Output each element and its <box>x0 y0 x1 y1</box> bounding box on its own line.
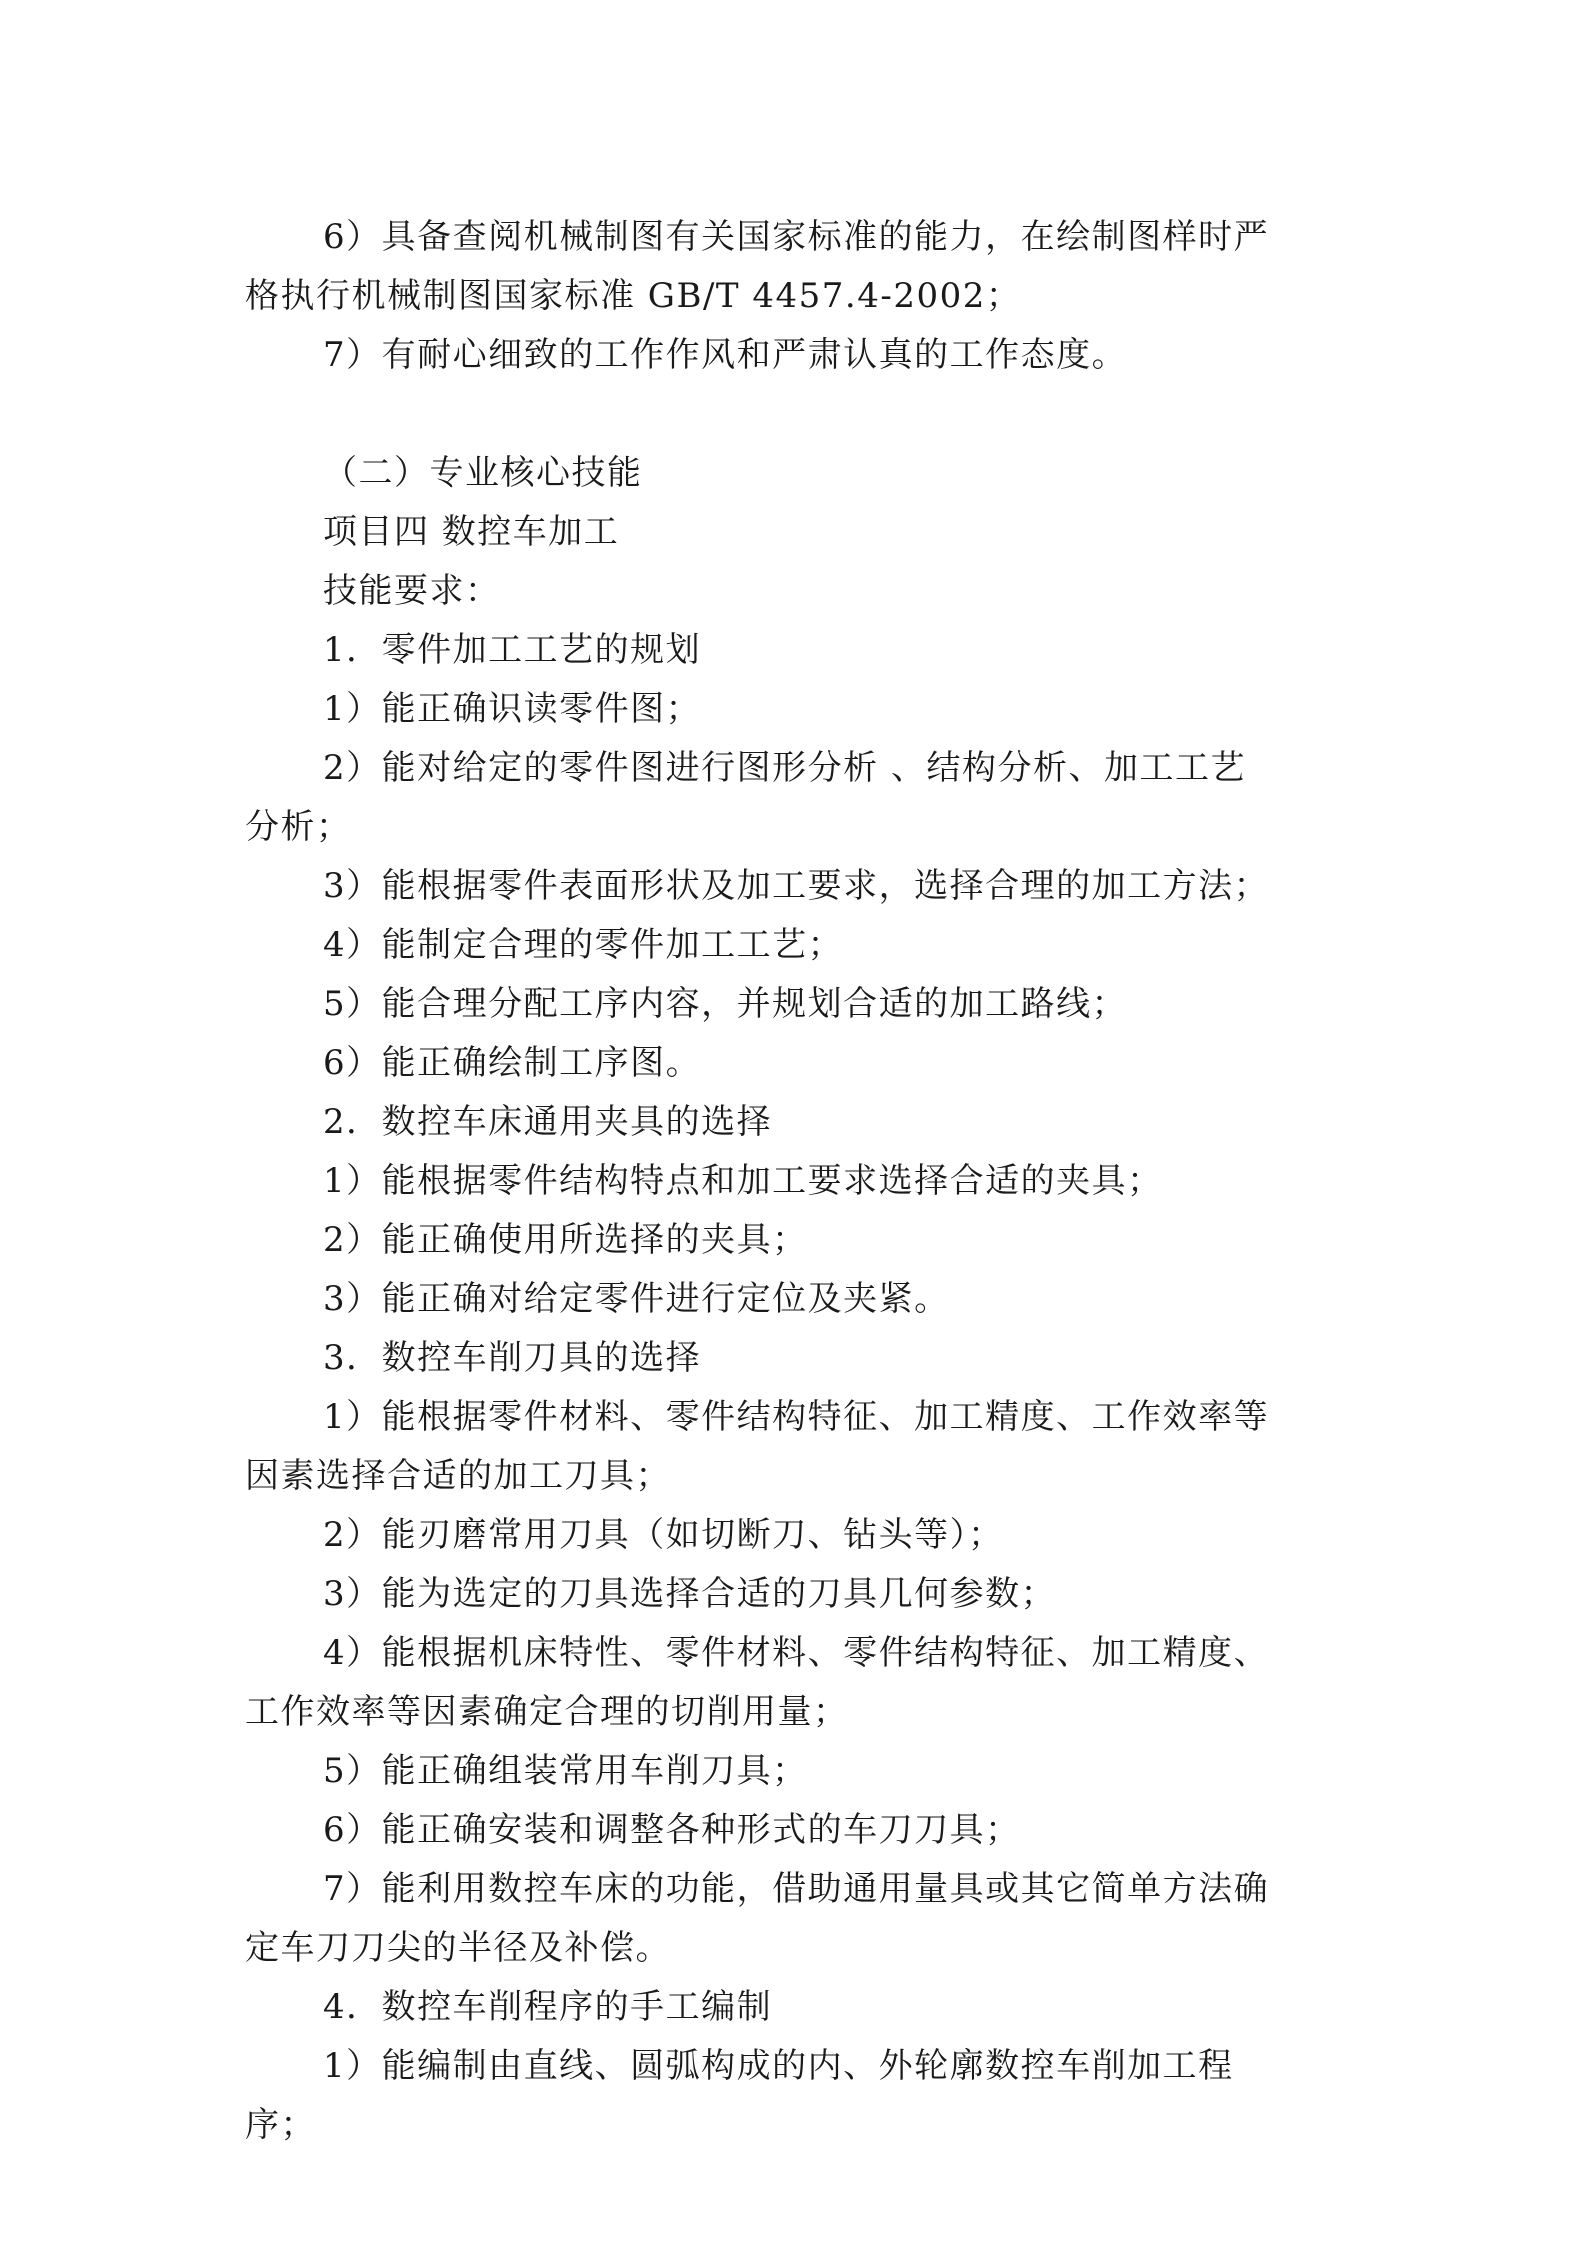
text-line: 1）能编制由直线、圆弧构成的内、外轮廓数控车削加工程 <box>323 2046 1234 2086</box>
text-line: 1．零件加工工艺的规划 <box>323 630 702 670</box>
text-line: 2）能刃磨常用刀具（如切断刀、钻头等）； <box>323 1515 1004 1555</box>
text-line: 分析； <box>245 807 352 847</box>
paragraph <box>245 1093 1355 1152</box>
text-line: 6）能正确绘制工序图。 <box>323 1043 702 1083</box>
text-line: 3）能根据零件表面形状及加工要求，选择合理的加工方法； <box>323 866 1270 906</box>
text-line: 4．数控车削程序的手工编制 <box>323 1987 773 2027</box>
paragraph <box>245 1152 1355 1211</box>
text-line: 3．数控车削刀具的选择 <box>323 1338 702 1378</box>
paragraph <box>245 1860 1355 1978</box>
paragraph <box>245 1506 1355 1565</box>
paragraph <box>245 916 1355 975</box>
paragraph <box>245 680 1355 739</box>
text-line: 1）能根据零件结构特点和加工要求选择合适的夹具； <box>323 1161 1163 1201</box>
paragraph <box>245 1329 1355 1388</box>
text-line: 7）有耐心细致的工作作风和严肃认真的工作态度。 <box>323 335 1128 375</box>
text-line: 工作效率等因素确定合理的切削用量； <box>245 1692 849 1732</box>
paragraph <box>245 1978 1355 2037</box>
text-line: 2）能对给定的零件图进行图形分析 、结构分析、加工工艺 <box>323 748 1246 788</box>
blank-line <box>245 385 1355 444</box>
paragraph <box>245 1388 1355 1506</box>
paragraph <box>245 621 1355 680</box>
paragraph <box>245 1742 1355 1801</box>
paragraph <box>245 1801 1355 1860</box>
text-line: 7）能利用数控车床的功能，借助通用量具或其它简单方法确 <box>323 1869 1270 1909</box>
paragraph <box>245 857 1355 916</box>
paragraph <box>245 444 1355 503</box>
text-line: 2．数控车床通用夹具的选择 <box>323 1102 773 1142</box>
text-line: 6）能正确安装和调整各种形式的车刀刀具； <box>323 1810 1021 1850</box>
text-line: 1）能根据零件材料、零件结构特征、加工精度、工作效率等 <box>323 1397 1270 1437</box>
text-line: 格执行机械制图国家标准 GB/T 4457.4-2002； <box>245 276 1022 316</box>
text-line: （二）专业核心技能 <box>323 453 643 493</box>
paragraph <box>245 503 1355 562</box>
paragraph <box>245 326 1355 385</box>
text-line: 6）具备查阅机械制图有关国家标准的能力，在绘制图样时严 <box>323 217 1270 257</box>
paragraph <box>245 739 1355 857</box>
text-line: 4）能制定合理的零件加工工艺； <box>323 925 844 965</box>
paragraph <box>245 1565 1355 1624</box>
text-line: 5）能合理分配工序内容，并规划合适的加工路线； <box>323 984 1128 1024</box>
paragraph <box>245 975 1355 1034</box>
text-line: 1）能正确识读零件图； <box>323 689 702 729</box>
paragraph <box>245 2037 1355 2155</box>
text-line: 3）能正确对给定零件进行定位及夹紧。 <box>323 1279 950 1319</box>
text-line: 项目四 数控车加工 <box>323 512 620 552</box>
paragraph <box>245 1270 1355 1329</box>
text-line: 3）能为选定的刀具选择合适的刀具几何参数； <box>323 1574 1057 1614</box>
document-page <box>245 208 1355 2155</box>
text-line: 技能要求： <box>323 571 501 611</box>
paragraph <box>245 208 1355 326</box>
text-line: 5）能正确组装常用车削刀具； <box>323 1751 808 1791</box>
paragraph <box>245 1034 1355 1093</box>
text-line: 4）能根据机床特性、零件材料、零件结构特征、加工精度、 <box>323 1633 1270 1673</box>
paragraph <box>245 562 1355 621</box>
paragraph <box>245 1211 1355 1270</box>
text-line: 序； <box>245 2105 316 2145</box>
text-line: 定车刀刀尖的半径及补偿。 <box>245 1928 671 1968</box>
text-line: 因素选择合适的加工刀具； <box>245 1456 671 1496</box>
text-line: 2）能正确使用所选择的夹具； <box>323 1220 808 1260</box>
paragraph <box>245 1624 1355 1742</box>
